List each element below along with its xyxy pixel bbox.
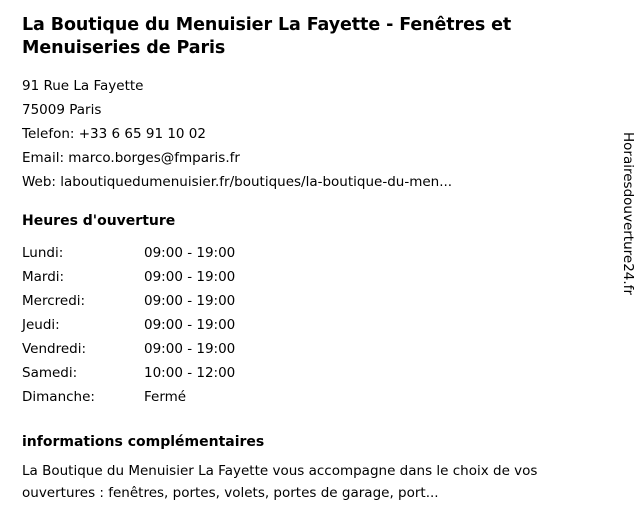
hours-time: 09:00 - 19:00: [144, 341, 236, 358]
table-row: [22, 265, 235, 289]
hours-time: 09:00 - 19:00: [144, 245, 236, 262]
opening-hours-heading: Heures d'ouverture: [22, 213, 176, 230]
hours-day: Vendredi:: [22, 341, 87, 358]
page-title: La Boutique du Menuisier La Fayette - Fenêtres et Menuiseries de Paris: [22, 15, 512, 59]
hours-day: Mardi:: [22, 269, 65, 286]
hours-day: Lundi:: [22, 245, 64, 262]
watermark-label: Horairesdouverture24.fr: [620, 132, 636, 295]
hours-time: 09:00 - 19:00: [144, 269, 236, 286]
email-line: Email: marco.borges@fmparis.fr: [22, 150, 240, 167]
website-line: Web: laboutiquedumenuisier.fr/boutiques/la-boutique-du-men...: [22, 174, 453, 191]
phone-line: Telefon: +33 6 65 91 10 02: [22, 126, 206, 143]
address-street: 91 Rue La Fayette: [22, 78, 144, 95]
hours-day: Samedi:: [22, 365, 78, 382]
table-row: [22, 241, 235, 265]
additional-info-text: La Boutique du Menuisier La Fayette vous accompagne dans le choix de vos ouvertures : fenêtres, portes, volets, portes de garage, port...: [22, 463, 538, 501]
hours-time: 09:00 - 19:00: [144, 293, 236, 310]
table-row: [22, 361, 235, 385]
hours-time: Fermé: [144, 389, 187, 406]
hours-time: 09:00 - 19:00: [144, 317, 236, 334]
address-city: 75009 Paris: [22, 102, 102, 119]
hours-day: Dimanche:: [22, 389, 95, 406]
table-row: [22, 385, 235, 409]
table-row: [22, 289, 235, 313]
table-row: [22, 313, 235, 337]
hours-time: 10:00 - 12:00: [144, 365, 236, 382]
hours-day: Jeudi:: [22, 317, 60, 334]
additional-info-heading: informations complémentaires: [22, 434, 265, 451]
hours-day: Mercredi:: [22, 293, 86, 310]
opening-hours-table: [22, 241, 235, 409]
table-row: [22, 337, 235, 361]
